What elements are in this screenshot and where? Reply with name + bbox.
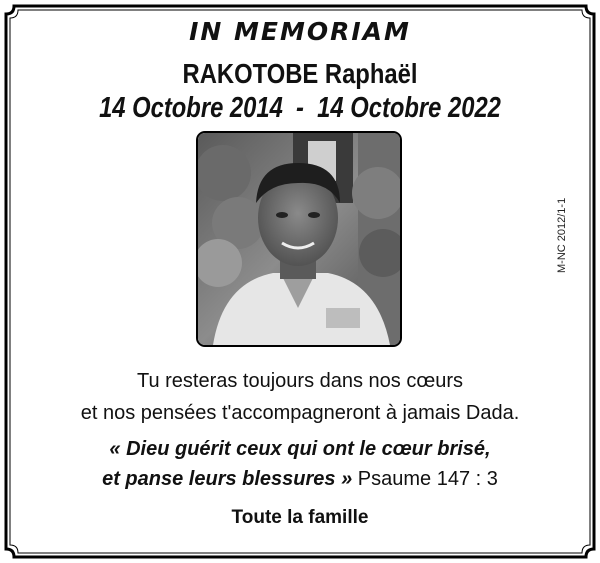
quote-line-1: « Dieu guérit ceux qui ont le cœur brisé,: [109, 438, 491, 460]
reference-code: M-NC 2012/1-1: [556, 197, 568, 273]
message-line-2: et nos pensées t'accompagneront à jamais Dada.: [80, 402, 520, 424]
memorial-dates: 14 Octobre 2014 - 14 Octobre 2022: [99, 92, 501, 124]
psalm-reference: Psaume 147 : 3: [352, 468, 498, 490]
deceased-name: RAKOTOBE Raphaël: [182, 58, 418, 89]
message-line-1: Tu resteras toujours dans nos cœurs: [136, 370, 464, 392]
quote-line-2: et panse leurs blessures »: [102, 468, 353, 490]
signature: Toute la famille: [231, 507, 369, 528]
portrait-photo: [196, 131, 402, 347]
quote-line-2-row: [0, 468, 600, 491]
notice-title: IN MEMORIAM: [189, 17, 411, 46]
